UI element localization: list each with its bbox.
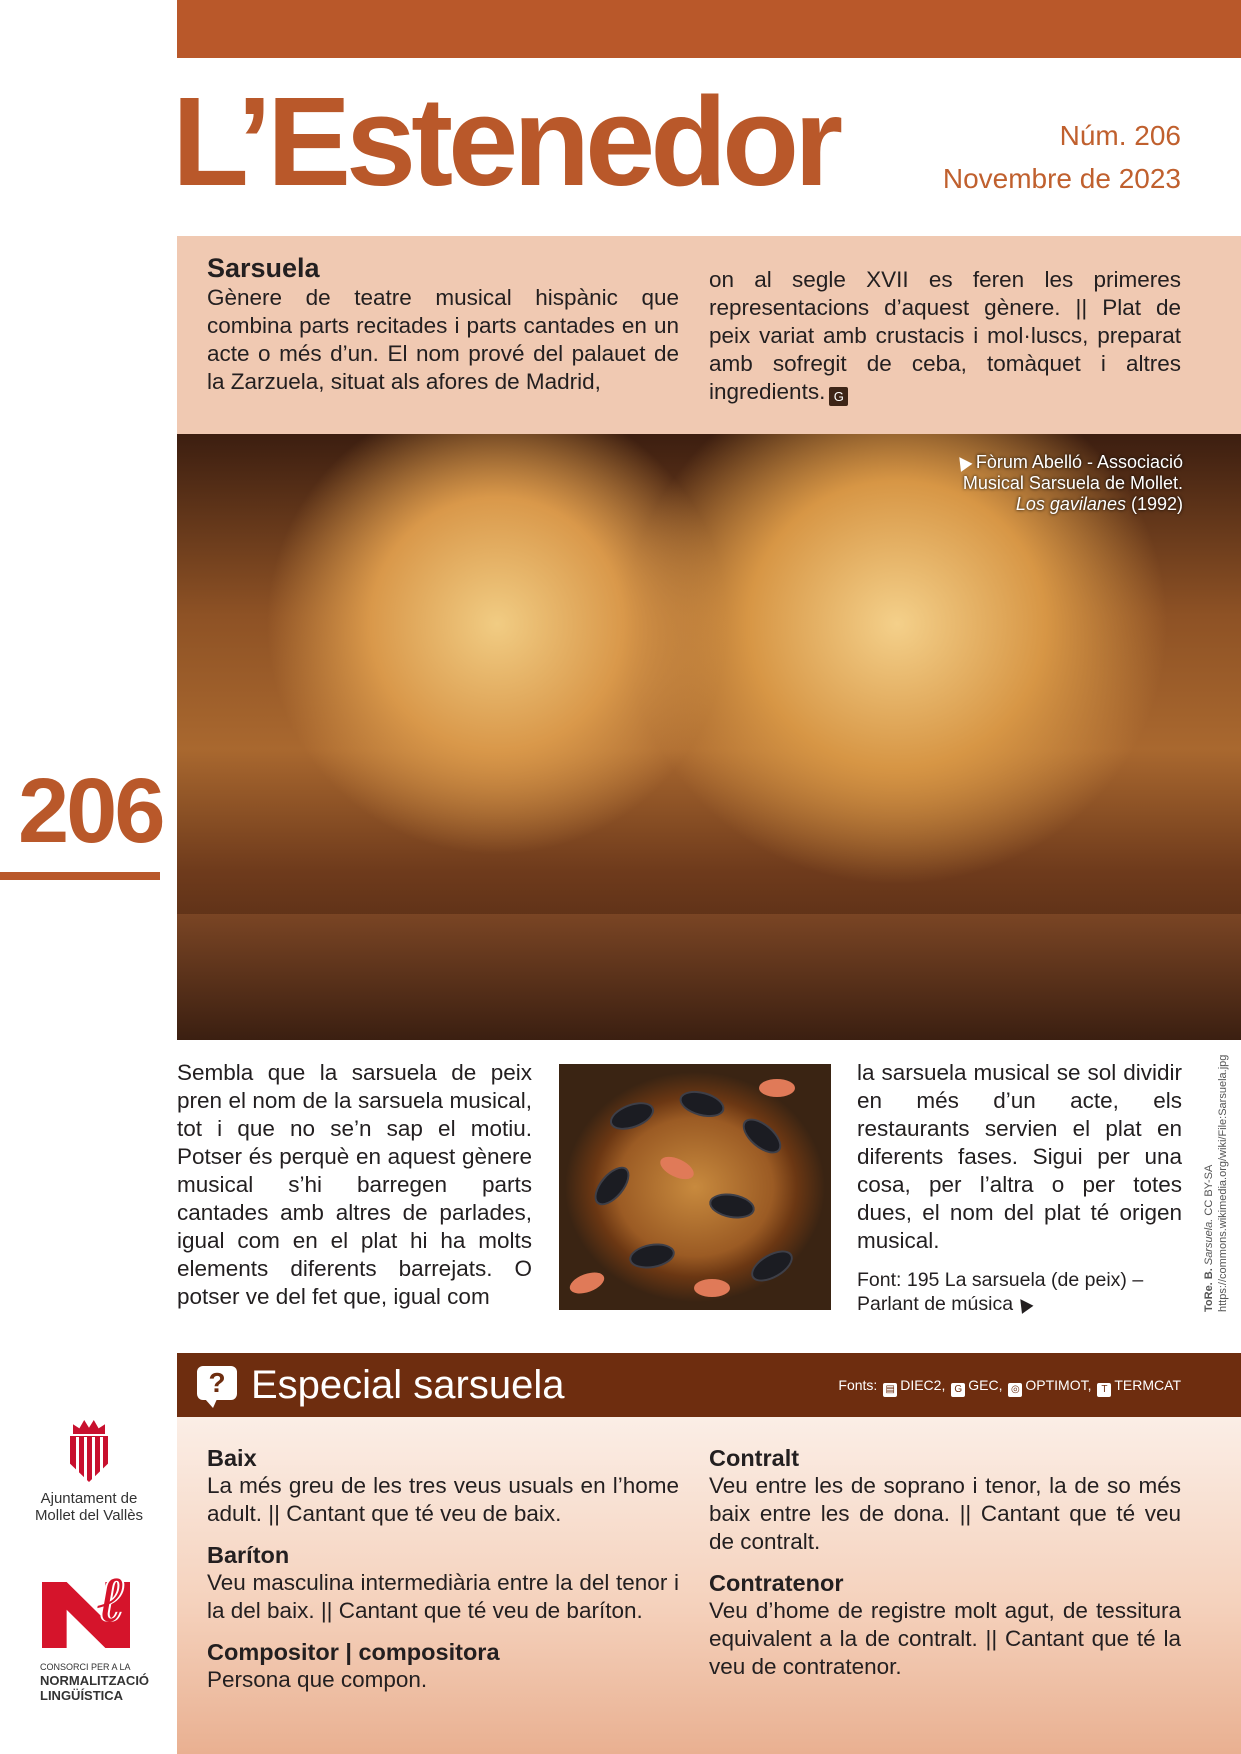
side-rule bbox=[0, 872, 160, 880]
caption-title: Los gavilanes bbox=[1015, 494, 1126, 514]
caption-year: (1992) bbox=[1125, 494, 1183, 514]
sarsuela-dish-photo bbox=[559, 1064, 831, 1310]
glossary bbox=[177, 1417, 1241, 1754]
mussel-shape bbox=[627, 1240, 676, 1272]
crown-shape bbox=[73, 1420, 105, 1434]
source-termcat: TERMCAT bbox=[1114, 1377, 1181, 1393]
shrimp-shape bbox=[759, 1079, 795, 1097]
crest-icon bbox=[64, 1420, 114, 1484]
side-issue-number: 206 bbox=[18, 760, 163, 862]
cpnl-name bbox=[40, 1662, 150, 1703]
shrimp-shape bbox=[567, 1268, 607, 1297]
termcat-icon[interactable]: T bbox=[1097, 1383, 1111, 1397]
glossary-column-left bbox=[207, 1445, 679, 1708]
gec-icon[interactable]: G bbox=[951, 1383, 965, 1397]
zarzuela-stage-photo bbox=[177, 434, 1241, 1040]
issue-info bbox=[943, 114, 1181, 200]
glossary-definition: Persona que compon. bbox=[207, 1667, 428, 1692]
article-source-text: Font: 195 La sarsuela (de peix) – Parlant de música bbox=[857, 1269, 1144, 1315]
shrimp-shape bbox=[657, 1152, 697, 1184]
mussel-shape bbox=[707, 1190, 756, 1222]
cpnl-line-2: NORMALITZACIÓ bbox=[40, 1673, 150, 1688]
top-color-bar bbox=[177, 0, 1241, 58]
photo-caption[interactable] bbox=[956, 452, 1183, 515]
ajuntament-name bbox=[30, 1490, 148, 1524]
credit-title: Sarsuela. bbox=[1203, 1218, 1215, 1269]
caption-line-1: Fòrum Abelló - Associació bbox=[975, 452, 1183, 472]
ajuntament-line-2: Mollet del Vallès bbox=[34, 1507, 144, 1524]
glossary-entry bbox=[207, 1445, 679, 1528]
cpnl-line-3: LINGÜÍSTICA bbox=[40, 1688, 124, 1703]
gec-icon[interactable]: G bbox=[829, 387, 848, 406]
glossary-entry bbox=[207, 1639, 679, 1694]
definition-column-right bbox=[709, 266, 1181, 406]
stage-floor bbox=[177, 914, 1241, 1040]
glossary-term: Baix bbox=[207, 1445, 257, 1471]
glossary-definition: Veu masculina intermediària entre la del tenor i la del baix. || Cantant que té veu de baríton. bbox=[207, 1570, 679, 1623]
glossary-definition: Veu d’home de registre molt agut, de tessitura equivalent a la de contralt. || Cantant que té la veu de contratenor. bbox=[709, 1598, 1181, 1679]
article-text-right: la sarsuela musical se sol dividir en més d’un acte, els restaurants servien el plat en diferents fases. Sigui per una cosa, per l’altra o per totes dues, el nom del plat té origen musical. bbox=[857, 1060, 1182, 1253]
glossary-term: Contratenor bbox=[709, 1570, 844, 1596]
definition-column-left bbox=[207, 254, 679, 396]
glossary-entry bbox=[709, 1570, 1181, 1681]
source-optimot: OPTIMOT, bbox=[1025, 1377, 1092, 1393]
sources-label: Fonts: bbox=[838, 1377, 878, 1393]
mussel-shape bbox=[606, 1097, 657, 1135]
cpnl-line-1: CONSORCI PER A LA bbox=[40, 1662, 131, 1672]
special-title: Especial sarsuela bbox=[251, 1363, 565, 1407]
cpnl-l-shape: ℓ bbox=[96, 1563, 123, 1637]
optimot-icon[interactable]: ◎ bbox=[1008, 1383, 1022, 1397]
credit-url[interactable]: https://commons.wikimedia.org/wiki/File:Sarsuela.jpg bbox=[1217, 1054, 1229, 1312]
cursor-link-icon bbox=[1015, 1295, 1034, 1314]
issue-number: Núm. 206 bbox=[1059, 120, 1181, 151]
photo-credit bbox=[1202, 1055, 1230, 1312]
mussel-shape bbox=[746, 1244, 798, 1288]
special-section-header bbox=[177, 1353, 1241, 1417]
credit-author: ToRe. B. bbox=[1203, 1268, 1215, 1312]
source-diec2: DIEC2, bbox=[900, 1377, 946, 1393]
glossary-entry bbox=[709, 1445, 1181, 1556]
ajuntament-logo bbox=[30, 1420, 148, 1524]
issue-date: Novembre de 2023 bbox=[942, 163, 1181, 194]
mussel-shape bbox=[588, 1161, 636, 1212]
definition-heading: Sarsuela bbox=[207, 253, 320, 283]
mussel-shape bbox=[677, 1086, 728, 1121]
question-bubble-icon: ? bbox=[197, 1366, 237, 1400]
definition-text-1: Gènere de teatre musical hispànic que combina parts recitades i parts cantades en un acte o més d’un. El nom prové del palauet de la Zarzuela, situat als afores de Madrid, bbox=[207, 285, 679, 394]
mussel-shape bbox=[737, 1112, 788, 1160]
glossary-term: Compositor | compositora bbox=[207, 1639, 500, 1665]
source-gec: GEC, bbox=[968, 1377, 1003, 1393]
definition-box bbox=[177, 236, 1241, 434]
glossary-entry bbox=[207, 1542, 679, 1625]
definition-text-2: on al segle XVII es feren les primeres representacions d’aquest gènere. || Plat de peix variat amb crustacis i mol·luscs, preparat amb sofregit de ceba, tomàquet i altres ingredients. bbox=[709, 267, 1181, 404]
sources-list bbox=[838, 1376, 1181, 1397]
ajuntament-line-1: Ajuntament de bbox=[40, 1490, 138, 1507]
cpnl-nl-icon bbox=[40, 1563, 132, 1650]
glossary-definition: Veu entre les de soprano i tenor, la de so més baix entre les de dona. || Cantant que té veu de contralt. bbox=[709, 1473, 1181, 1554]
cpnl-logo bbox=[40, 1563, 150, 1703]
glossary-definition: La més greu de les tres veus usuals en l’home adult. || Cantant que té veu de baix. bbox=[207, 1473, 679, 1526]
diec2-icon[interactable]: ▤ bbox=[883, 1383, 897, 1397]
credit-license: CC BY-SA bbox=[1203, 1164, 1215, 1219]
shield-shape bbox=[70, 1436, 108, 1482]
cursor-link-icon bbox=[953, 453, 972, 472]
glossary-term: Contralt bbox=[709, 1445, 800, 1471]
article-source-link[interactable] bbox=[857, 1268, 1182, 1316]
article-text-left: Sembla que la sarsuela de peix pren el nom de la sarsuela musical, tot i que no se’n sap el motiu. Potser és perquè en aquest gènere musical s’hi barregen parts cantades amb altres de parlades, igual com en el plat hi ha molts elements diferents barrejats. O potser ve del fet que, igual com bbox=[177, 1060, 532, 1309]
shrimp-shape bbox=[694, 1279, 730, 1297]
caption-line-2: Musical Sarsuela de Mollet. bbox=[962, 473, 1183, 493]
glossary-column-right bbox=[709, 1445, 1181, 1695]
glossary-term: Baríton bbox=[207, 1542, 290, 1568]
masthead-title: L’Estenedor bbox=[172, 71, 839, 212]
